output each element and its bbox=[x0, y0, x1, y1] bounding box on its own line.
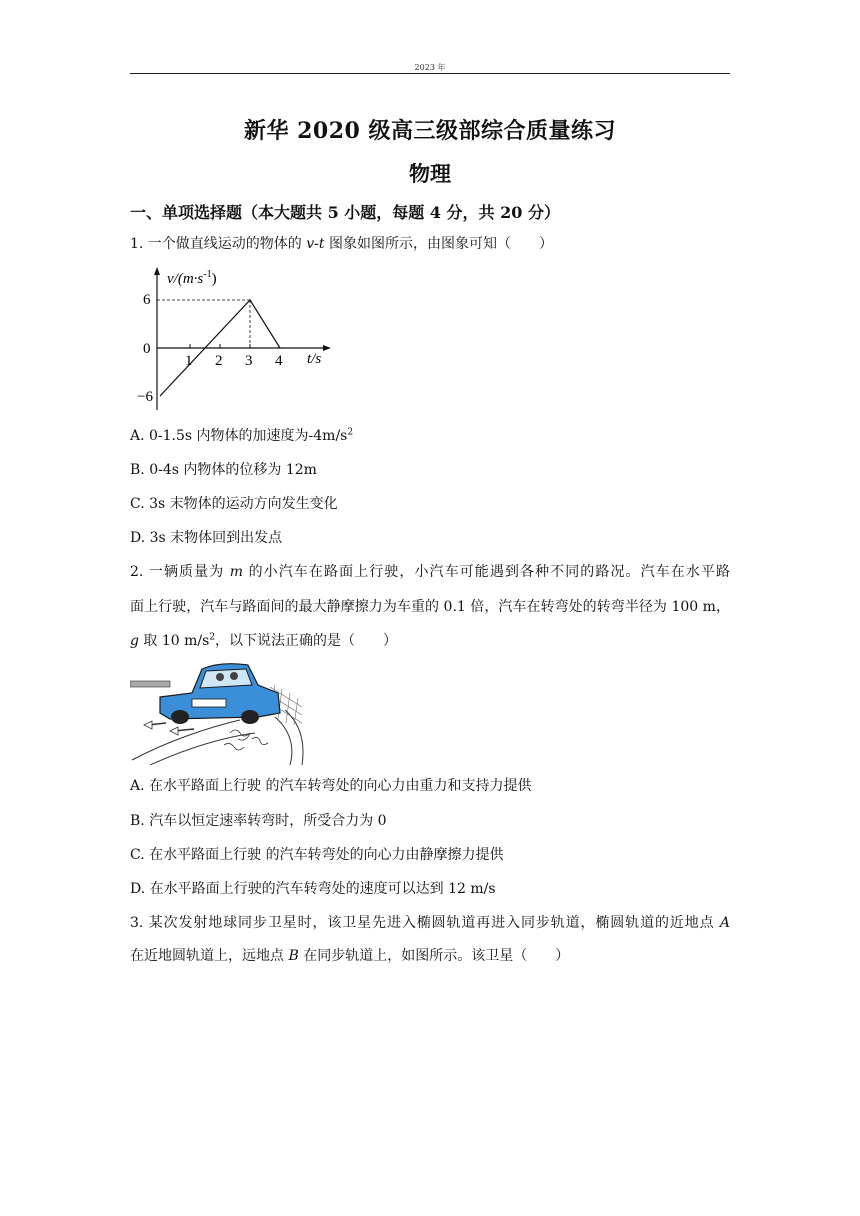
y-axis-label: $v/(m\cdot s^{-1})$ bbox=[167, 269, 217, 287]
q1-option-a: A. 0-1.5s 内物体的加速度为$-4m/s^2$ bbox=[130, 427, 354, 444]
x-tick-2: 2 bbox=[215, 353, 223, 369]
q1-option-d: D. 3s 末物体回到出发点 bbox=[130, 530, 283, 546]
q2-stem-line2: 面上行驶，汽车与路面间的最大静摩擦力为车重的 0.1 倍，汽车在转弯处的转弯半径为 100 m， bbox=[130, 599, 730, 615]
q1-stem: 1. 一个做直线运动的物体的 v-t 图象如图所示，由图象可知（ ） bbox=[130, 236, 553, 252]
q2-option-b: B. 汽车以恒定速率转弯时，所受合力为 0 bbox=[130, 813, 387, 829]
q2-stem-line3: g 取 10 $m/s^2$，以下说法正确的是（ ） bbox=[130, 632, 398, 649]
x-tick-4: 4 bbox=[275, 353, 283, 369]
q2-option-d: D. 在水平路面上行驶的汽车转弯处的速度可以达到 12 m/s bbox=[130, 881, 496, 897]
y-tick-6: 6 bbox=[143, 292, 151, 308]
x-axis-label: t/s bbox=[307, 351, 322, 367]
y-axis-arrow bbox=[154, 267, 160, 275]
x-tick-1: 1 bbox=[185, 353, 193, 369]
car-turning-illustration bbox=[130, 655, 305, 765]
section-heading: 一、单项选择题（本大题共 5 小题，每题 4 分，共 20 分） bbox=[130, 203, 560, 222]
y-tick-neg6: −6 bbox=[137, 389, 153, 405]
x-tick-3: 3 bbox=[245, 353, 253, 369]
subject-title: 物理 bbox=[409, 161, 451, 186]
q3-stem-line2: 在近地圆轨道上，远地点 B 在同步轨道上，如图所示。该卫星（ ） bbox=[130, 948, 570, 964]
exam-title: 新华 2020 级高三级部综合质量练习 bbox=[243, 118, 617, 144]
vt-graph bbox=[135, 265, 345, 415]
q1-option-b: B. 0-4s 内物体的位移为 12m bbox=[130, 462, 317, 478]
q3-stem-line1: 3. 某次发射地球同步卫星时，该卫星先进入椭圆轨道再进入同步轨道，椭圆轨道的近地点 A bbox=[130, 915, 730, 931]
q2-option-c: C. 在水平路面上行驶 的汽车转弯处的向心力由静摩擦力提供 bbox=[130, 847, 504, 863]
q1-option-c: C. 3s 末物体的运动方向发生变化 bbox=[130, 496, 338, 512]
page-header: 2023 年 bbox=[414, 63, 446, 72]
header-rule bbox=[130, 73, 730, 74]
q2-stem-line1: 2. 一辆质量为 m 的小汽车在路面上行驶，小汽车可能遇到各种不同的路况。汽车在水平路 bbox=[130, 564, 730, 580]
y-tick-0: 0 bbox=[143, 341, 151, 357]
q2-option-a: A. 在水平路面上行驶 的汽车转弯处的向心力由重力和支持力提供 bbox=[130, 778, 532, 794]
x-axis-arrow bbox=[323, 345, 331, 351]
